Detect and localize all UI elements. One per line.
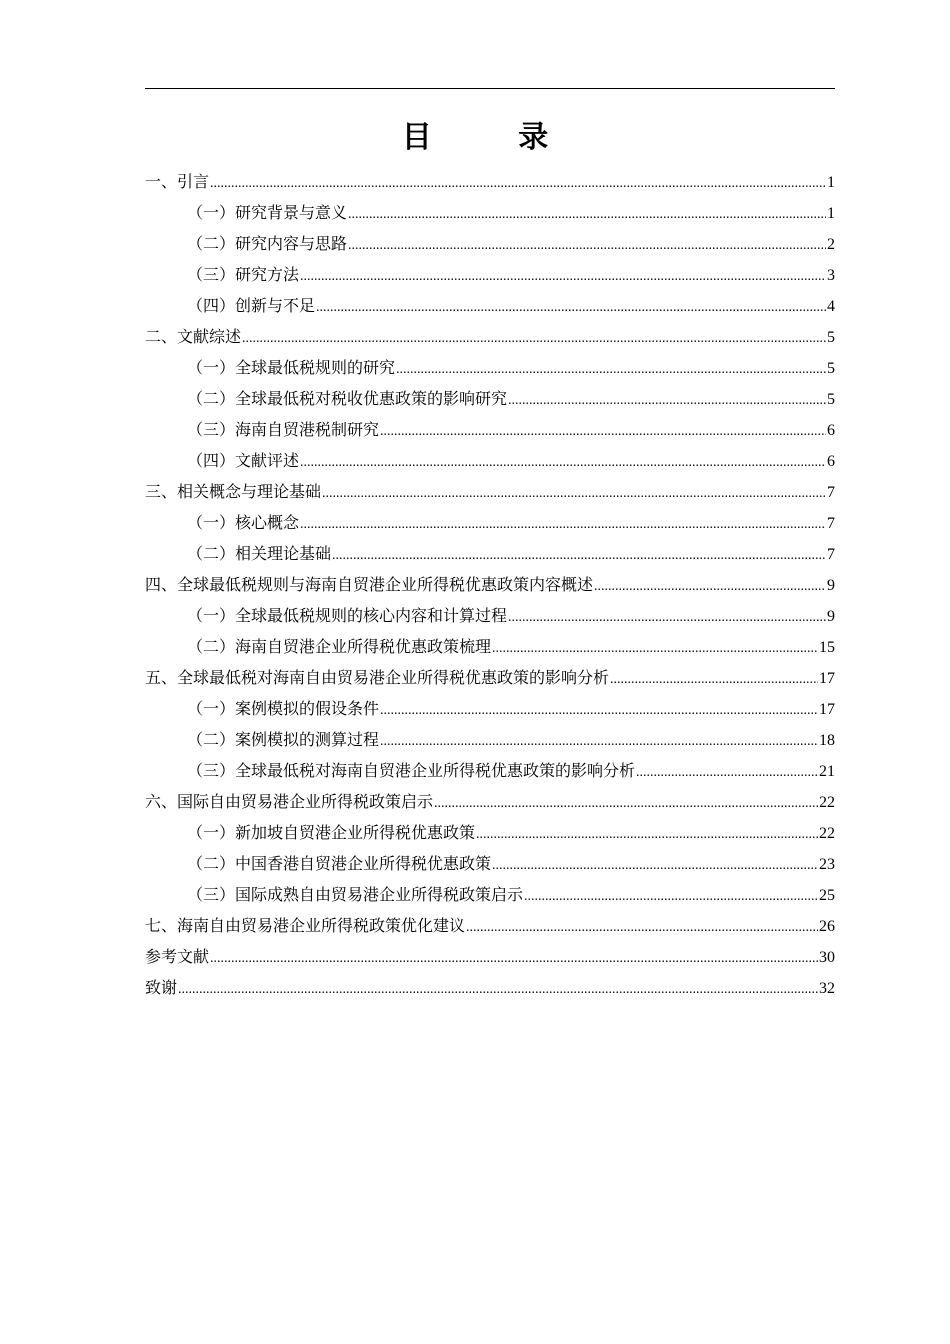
toc-entry-page: 1 — [827, 205, 835, 222]
dot-leader — [316, 292, 826, 323]
toc-entry-label: 致谢 — [145, 978, 178, 997]
toc-entry[interactable] — [145, 910, 835, 941]
toc-entry[interactable] — [145, 786, 835, 817]
toc-entry[interactable] — [145, 290, 835, 321]
toc-entry-page: 7 — [827, 546, 835, 563]
dot-leader — [524, 881, 818, 912]
dot-leader — [348, 230, 826, 261]
toc-entry-label: 六、国际自由贸易港企业所得税政策启示 — [145, 792, 434, 811]
header-rule — [145, 88, 835, 89]
toc-entry-label: 二、文献综述 — [145, 327, 242, 346]
toc-entry-page: 18 — [819, 732, 835, 749]
dot-leader — [476, 819, 818, 850]
toc-entry-label: （四）创新与不足 — [187, 296, 316, 315]
toc-entry[interactable] — [145, 414, 835, 445]
dot-leader — [636, 757, 818, 788]
toc-entry-label: （二）中国香港自贸港企业所得税优惠政策 — [187, 854, 492, 873]
toc-entry-page: 9 — [827, 608, 835, 625]
toc-entry-label: 参考文献 — [145, 947, 210, 966]
dot-leader — [322, 478, 826, 509]
toc-entry[interactable] — [145, 755, 835, 786]
toc-entry-page: 22 — [819, 794, 835, 811]
toc-entry-label: （四）文献评述 — [187, 451, 300, 470]
toc-entry-page: 6 — [827, 422, 835, 439]
toc-entry-page: 9 — [827, 577, 835, 594]
toc-entry-label: （一）新加坡自贸港企业所得税优惠政策 — [187, 823, 476, 842]
toc-entry[interactable] — [145, 600, 835, 631]
toc-entry[interactable] — [145, 724, 835, 755]
toc-entry-page: 6 — [827, 453, 835, 470]
toc-entry-label: 三、相关概念与理论基础 — [145, 482, 322, 501]
toc-entry-label: （二）海南自贸港企业所得税优惠政策梳理 — [187, 637, 492, 656]
toc-entry-page: 30 — [819, 949, 835, 966]
toc-entry-label: （二）相关理论基础 — [187, 544, 332, 563]
toc-entry[interactable] — [145, 321, 835, 352]
dot-leader — [210, 943, 818, 974]
toc-entry[interactable] — [145, 569, 835, 600]
toc-entry-label: （二）研究内容与思路 — [187, 234, 348, 253]
dot-leader — [178, 974, 818, 1005]
toc-entry-page: 1 — [827, 174, 835, 191]
toc-entry[interactable] — [145, 166, 835, 197]
toc-entry-page: 3 — [827, 267, 835, 284]
dot-leader — [300, 261, 826, 292]
dot-leader — [610, 664, 818, 695]
toc-entry[interactable] — [145, 538, 835, 569]
toc-entry-label: 四、全球最低税规则与海南自贸港企业所得税优惠政策内容概述 — [145, 575, 594, 594]
toc-entry[interactable] — [145, 817, 835, 848]
toc-entry-label: （三）全球最低税对海南自贸港企业所得税优惠政策的影响分析 — [187, 761, 636, 780]
dot-leader — [434, 788, 818, 819]
toc-entry-label: 七、海南自由贸易港企业所得税政策优化建议 — [145, 916, 466, 935]
dot-leader — [594, 571, 826, 602]
dot-leader — [210, 168, 826, 199]
toc-entry-label: （三）海南自贸港税制研究 — [187, 420, 380, 439]
dot-leader — [300, 509, 826, 540]
toc-entry-page: 15 — [819, 639, 835, 656]
toc-entry[interactable] — [145, 693, 835, 724]
toc-entry[interactable] — [145, 383, 835, 414]
toc-entry-page: 7 — [827, 484, 835, 501]
toc-entry-page: 32 — [819, 980, 835, 997]
dot-leader — [242, 323, 826, 354]
toc-entry-label: 五、全球最低税对海南自由贸易港企业所得税优惠政策的影响分析 — [145, 668, 610, 687]
toc-entry[interactable] — [145, 972, 835, 1003]
page-title: 目 录 — [401, 120, 587, 155]
toc-entry-page: 5 — [827, 360, 835, 377]
dot-leader — [300, 447, 826, 478]
toc-entry[interactable] — [145, 476, 835, 507]
dot-leader — [508, 602, 826, 633]
toc-entry-page: 17 — [819, 701, 835, 718]
table-of-contents — [145, 166, 835, 1003]
toc-entry-label: （二）案例模拟的测算过程 — [187, 730, 380, 749]
toc-entry-page: 5 — [827, 391, 835, 408]
dot-leader — [380, 695, 818, 726]
toc-entry-label: （一）研究背景与意义 — [187, 203, 348, 222]
toc-entry[interactable] — [145, 259, 835, 290]
toc-entry[interactable] — [145, 228, 835, 259]
toc-entry-page: 23 — [819, 856, 835, 873]
toc-entry[interactable] — [145, 352, 835, 383]
toc-entry[interactable] — [145, 631, 835, 662]
dot-leader — [466, 912, 818, 943]
dot-leader — [508, 385, 826, 416]
toc-entry-label: （一）核心概念 — [187, 513, 300, 532]
toc-entry-page: 4 — [827, 298, 835, 315]
dot-leader — [348, 199, 826, 230]
toc-entry-label: （二）全球最低税对税收优惠政策的影响研究 — [187, 389, 508, 408]
toc-entry-page: 17 — [819, 670, 835, 687]
toc-entry-page: 5 — [827, 329, 835, 346]
dot-leader — [332, 540, 826, 571]
dot-leader — [492, 633, 818, 664]
toc-entry-page: 7 — [827, 515, 835, 532]
dot-leader — [380, 416, 826, 447]
toc-entry-page: 22 — [819, 825, 835, 842]
toc-entry[interactable] — [145, 879, 835, 910]
toc-entry[interactable] — [145, 197, 835, 228]
toc-entry-page: 26 — [819, 918, 835, 935]
toc-entry-page: 2 — [827, 236, 835, 253]
toc-entry-label: （三）研究方法 — [187, 265, 300, 284]
toc-entry-label: （三）国际成熟自由贸易港企业所得税政策启示 — [187, 885, 524, 904]
dot-leader — [492, 850, 818, 881]
toc-entry[interactable] — [145, 941, 835, 972]
toc-entry[interactable] — [145, 662, 835, 693]
toc-entry-label: 一、引言 — [145, 172, 210, 191]
toc-entry[interactable] — [145, 848, 835, 879]
toc-entry-label: （一）全球最低税规则的核心内容和计算过程 — [187, 606, 508, 625]
toc-entry-page: 21 — [819, 763, 835, 780]
dot-leader — [396, 354, 826, 385]
toc-entry-page: 25 — [819, 887, 835, 904]
toc-entry[interactable] — [145, 445, 835, 476]
toc-entry-label: （一）全球最低税规则的研究 — [187, 358, 396, 377]
toc-entry[interactable] — [145, 507, 835, 538]
toc-entry-label: （一）案例模拟的假设条件 — [187, 699, 380, 718]
dot-leader — [380, 726, 818, 757]
